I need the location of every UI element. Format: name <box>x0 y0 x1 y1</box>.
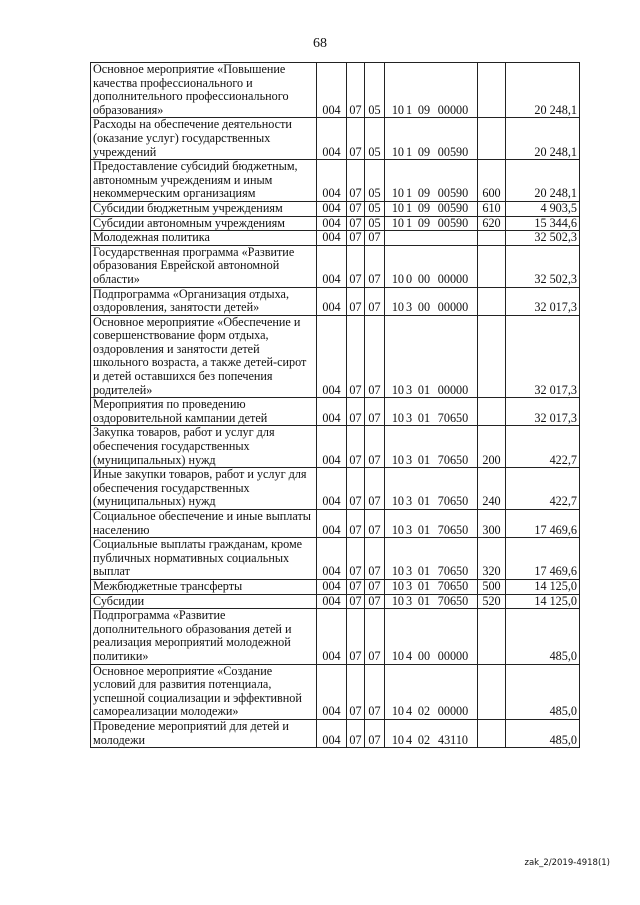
table-row <box>91 468 580 510</box>
row-target-article <box>385 719 478 747</box>
row-name: Предоставление субсидий бюджетным, автономным учреждениям и иным некоммерческим организациям <box>91 160 317 202</box>
row-expense-type: 320 <box>478 538 506 580</box>
row-subsection: 07 <box>365 538 385 580</box>
row-section: 07 <box>347 231 365 246</box>
row-subsection: 07 <box>365 315 385 398</box>
row-section: 07 <box>347 538 365 580</box>
table-row <box>91 609 580 664</box>
table-row <box>91 216 580 231</box>
row-name: Социальные выплаты гражданам, кроме публичных нормативных социальных выплат <box>91 538 317 580</box>
row-subsection: 07 <box>365 594 385 609</box>
target-article-part: 70650 <box>437 494 469 509</box>
row-amount: 17 469,6 <box>506 510 580 538</box>
row-expense-type <box>478 609 506 664</box>
row-expense-type <box>478 245 506 287</box>
row-section: 07 <box>347 664 365 719</box>
row-section: 07 <box>347 160 365 202</box>
row-expense-type: 500 <box>478 579 506 594</box>
row-name: Мероприятия по проведению оздоровительной кампании детей <box>91 398 317 426</box>
row-amount: 422,7 <box>506 426 580 468</box>
row-grbs: 004 <box>317 315 347 398</box>
target-article-part: 00590 <box>437 216 469 230</box>
row-expense-type <box>478 118 506 160</box>
target-article-part: 3 <box>405 594 413 608</box>
table-row <box>91 231 580 246</box>
row-section: 07 <box>347 426 365 468</box>
target-article-part: 10 <box>391 186 404 201</box>
row-section: 07 <box>347 719 365 747</box>
target-article-part: 10 <box>391 216 404 230</box>
row-amount: 32 502,3 <box>506 245 580 287</box>
row-name: Межбюджетные трансферты <box>91 579 317 594</box>
target-article-part: 1 <box>405 144 413 159</box>
row-subsection: 07 <box>365 579 385 594</box>
row-target-article <box>385 510 478 538</box>
row-expense-type: 620 <box>478 216 506 231</box>
row-grbs: 004 <box>317 231 347 246</box>
target-article-part: 70650 <box>437 564 469 579</box>
row-grbs: 004 <box>317 468 347 510</box>
target-article-part: 3 <box>405 579 413 593</box>
target-article-part: 3 <box>405 382 413 397</box>
row-amount: 14 125,0 <box>506 579 580 594</box>
row-subsection: 07 <box>365 510 385 538</box>
target-article-part: 10 <box>391 382 404 397</box>
target-article-part: 10 <box>391 271 404 286</box>
row-name: Субсидии автономным учреждениям <box>91 216 317 231</box>
target-article-part: 1 <box>405 186 413 201</box>
target-article-part: 0 <box>405 271 413 286</box>
target-article-part: 01 <box>417 579 431 593</box>
table-row <box>91 510 580 538</box>
row-target-article <box>385 579 478 594</box>
row-target-article <box>385 245 478 287</box>
target-article-part: 10 <box>391 201 404 215</box>
table-row <box>91 63 580 118</box>
row-section: 07 <box>347 216 365 231</box>
row-subsection: 07 <box>365 398 385 426</box>
row-amount: 485,0 <box>506 719 580 747</box>
target-article-part: 10 <box>391 648 404 663</box>
target-article-part: 10 <box>391 564 404 579</box>
target-article-part: 4 <box>405 704 413 719</box>
row-section: 07 <box>347 510 365 538</box>
target-article-part: 10 <box>391 522 404 537</box>
row-subsection: 07 <box>365 287 385 315</box>
row-subsection: 07 <box>365 245 385 287</box>
target-article-part: 01 <box>417 452 431 467</box>
target-article-part: 10 <box>391 102 404 117</box>
row-section: 07 <box>347 315 365 398</box>
target-article-part: 01 <box>417 594 431 608</box>
target-article-part: 10 <box>391 732 404 747</box>
target-article-part: 00590 <box>437 201 469 215</box>
row-name: Иные закупки товаров, работ и услуг для обеспечения государственных (муниципальных) нужд <box>91 468 317 510</box>
row-subsection: 05 <box>365 160 385 202</box>
page-number: 68 <box>313 36 327 51</box>
target-article-part: 3 <box>405 300 413 315</box>
row-target-article <box>385 63 478 118</box>
row-subsection: 07 <box>365 468 385 510</box>
table-row <box>91 398 580 426</box>
row-section: 07 <box>347 609 365 664</box>
target-article-part: 00000 <box>437 300 469 315</box>
table-row <box>91 287 580 315</box>
budget-table <box>90 62 580 748</box>
row-target-article <box>385 398 478 426</box>
row-name: Субсидии <box>91 594 317 609</box>
row-grbs: 004 <box>317 664 347 719</box>
row-grbs: 004 <box>317 216 347 231</box>
target-article-part: 10 <box>391 144 404 159</box>
row-target-article <box>385 426 478 468</box>
row-subsection: 05 <box>365 216 385 231</box>
row-subsection: 05 <box>365 63 385 118</box>
table-row <box>91 118 580 160</box>
target-article-part: 10 <box>391 300 404 315</box>
row-expense-type: 610 <box>478 201 506 216</box>
row-name: Расходы на обеспечение деятельности (оказание услуг) государственных учреждений <box>91 118 317 160</box>
row-target-article <box>385 315 478 398</box>
row-expense-type: 240 <box>478 468 506 510</box>
row-name: Закупка товаров, работ и услуг для обеспечения государственных (муниципальных) нужд <box>91 426 317 468</box>
row-target-article <box>385 160 478 202</box>
target-article-part: 1 <box>405 201 413 215</box>
target-article-part: 00000 <box>437 382 469 397</box>
row-amount: 422,7 <box>506 468 580 510</box>
row-target-article <box>385 231 478 246</box>
row-section: 07 <box>347 118 365 160</box>
target-article-part: 10 <box>391 579 404 593</box>
target-article-part: 00000 <box>437 648 469 663</box>
row-subsection: 05 <box>365 201 385 216</box>
target-article-part: 01 <box>417 494 431 509</box>
row-target-article <box>385 216 478 231</box>
target-article-part: 10 <box>391 594 404 608</box>
row-subsection: 07 <box>365 719 385 747</box>
target-article-part: 3 <box>405 522 413 537</box>
table-row <box>91 664 580 719</box>
row-grbs: 004 <box>317 118 347 160</box>
target-article-part: 70650 <box>437 452 469 467</box>
row-expense-type <box>478 63 506 118</box>
row-expense-type <box>478 664 506 719</box>
row-expense-type <box>478 398 506 426</box>
target-article-part: 00 <box>417 648 431 663</box>
row-amount: 32 017,3 <box>506 315 580 398</box>
row-target-article <box>385 538 478 580</box>
row-target-article <box>385 594 478 609</box>
table-row <box>91 579 580 594</box>
row-section: 07 <box>347 201 365 216</box>
table-row <box>91 245 580 287</box>
row-amount: 32 502,3 <box>506 231 580 246</box>
row-grbs: 004 <box>317 245 347 287</box>
target-article-part: 00000 <box>437 704 469 719</box>
target-article-part: 01 <box>417 382 431 397</box>
row-target-article <box>385 118 478 160</box>
row-name: Подпрограмма «Развитие дополнительного образования детей и реализация мероприятий молодежной политики» <box>91 609 317 664</box>
row-amount: 17 469,6 <box>506 538 580 580</box>
target-article-part: 09 <box>417 201 431 215</box>
row-expense-type: 300 <box>478 510 506 538</box>
row-name: Субсидии бюджетным учреждениям <box>91 201 317 216</box>
row-section: 07 <box>347 579 365 594</box>
row-expense-type <box>478 315 506 398</box>
row-grbs: 004 <box>317 201 347 216</box>
target-article-part: 10 <box>391 494 404 509</box>
row-amount: 4 903,5 <box>506 201 580 216</box>
table-row <box>91 315 580 398</box>
target-article-part: 10 <box>391 704 404 719</box>
row-amount: 20 248,1 <box>506 160 580 202</box>
row-name: Основное мероприятие «Создание условий для развития потенциала, успешной социализации и эффективной самореализации молодежи» <box>91 664 317 719</box>
target-article-part: 3 <box>405 494 413 509</box>
row-grbs: 004 <box>317 538 347 580</box>
target-article-part: 4 <box>405 732 413 747</box>
target-article-part: 01 <box>417 564 431 579</box>
target-article-part: 00000 <box>437 271 469 286</box>
row-grbs: 004 <box>317 398 347 426</box>
row-section: 07 <box>347 468 365 510</box>
row-name: Проведение мероприятий для детей и молодежи <box>91 719 317 747</box>
table-row <box>91 719 580 747</box>
budget-table-body <box>91 63 580 748</box>
row-subsection: 07 <box>365 609 385 664</box>
row-name: Основное мероприятие «Обеспечение и совершенствование форм отдыха, оздоровления и занятости детей школьного возраста, а также детей-сирот и детей оставшихся без попечения родителей» <box>91 315 317 398</box>
table-row <box>91 594 580 609</box>
target-article-part: 02 <box>417 704 431 719</box>
target-article-part: 43110 <box>437 732 469 747</box>
target-article-part: 09 <box>417 216 431 230</box>
row-expense-type <box>478 719 506 747</box>
row-section: 07 <box>347 287 365 315</box>
target-article-part: 70650 <box>437 522 469 537</box>
row-grbs: 004 <box>317 594 347 609</box>
target-article-part: 01 <box>417 522 431 537</box>
row-target-article <box>385 201 478 216</box>
row-subsection: 07 <box>365 426 385 468</box>
row-expense-type <box>478 231 506 246</box>
row-amount: 20 248,1 <box>506 63 580 118</box>
row-amount: 32 017,3 <box>506 398 580 426</box>
row-section: 07 <box>347 398 365 426</box>
target-article-part: 10 <box>391 452 404 467</box>
target-article-part: 09 <box>417 186 431 201</box>
document-code: zak_2/2019-4918(1) <box>524 858 610 868</box>
target-article-part: 00590 <box>437 144 469 159</box>
row-target-article <box>385 664 478 719</box>
target-article-part: 1 <box>405 102 413 117</box>
row-name: Основное мероприятие «Повышение качества профессионального и дополнительного профессионального образования» <box>91 63 317 118</box>
row-expense-type: 600 <box>478 160 506 202</box>
target-article-part: 01 <box>417 410 431 425</box>
row-grbs: 004 <box>317 579 347 594</box>
row-name: Подпрограмма «Организация отдыха, оздоровления, занятости детей» <box>91 287 317 315</box>
row-amount: 20 248,1 <box>506 118 580 160</box>
table-row <box>91 426 580 468</box>
row-grbs: 004 <box>317 510 347 538</box>
target-article-part: 1 <box>405 216 413 230</box>
target-article-part: 70650 <box>437 410 469 425</box>
row-grbs: 004 <box>317 160 347 202</box>
row-expense-type: 200 <box>478 426 506 468</box>
target-article-part: 3 <box>405 452 413 467</box>
row-name: Молодежная политика <box>91 231 317 246</box>
row-expense-type <box>478 287 506 315</box>
row-section: 07 <box>347 63 365 118</box>
row-grbs: 004 <box>317 609 347 664</box>
row-target-article <box>385 468 478 510</box>
target-article-part: 02 <box>417 732 431 747</box>
row-grbs: 004 <box>317 63 347 118</box>
target-article-part: 70650 <box>437 594 469 608</box>
table-row <box>91 538 580 580</box>
row-amount: 14 125,0 <box>506 594 580 609</box>
row-grbs: 004 <box>317 287 347 315</box>
row-amount: 485,0 <box>506 664 580 719</box>
target-article-part: 4 <box>405 648 413 663</box>
target-article-part: 00 <box>417 271 431 286</box>
target-article-part: 09 <box>417 102 431 117</box>
target-article-part: 3 <box>405 564 413 579</box>
row-section: 07 <box>347 594 365 609</box>
row-subsection: 07 <box>365 664 385 719</box>
row-target-article <box>385 609 478 664</box>
target-article-part: 00000 <box>437 102 469 117</box>
target-article-part: 70650 <box>437 579 469 593</box>
row-amount: 485,0 <box>506 609 580 664</box>
row-target-article <box>385 287 478 315</box>
row-subsection: 07 <box>365 231 385 246</box>
table-row <box>91 160 580 202</box>
row-grbs: 004 <box>317 426 347 468</box>
row-name: Социальное обеспечение и иные выплаты населению <box>91 510 317 538</box>
row-amount: 32 017,3 <box>506 287 580 315</box>
row-section: 07 <box>347 245 365 287</box>
table-row <box>91 201 580 216</box>
target-article-part: 00590 <box>437 186 469 201</box>
target-article-part: 00 <box>417 300 431 315</box>
target-article-part: 09 <box>417 144 431 159</box>
row-grbs: 004 <box>317 719 347 747</box>
row-amount: 15 344,6 <box>506 216 580 231</box>
target-article-part: 3 <box>405 410 413 425</box>
row-subsection: 05 <box>365 118 385 160</box>
row-name: Государственная программа «Развитие образования Еврейской автономной области» <box>91 245 317 287</box>
row-expense-type: 520 <box>478 594 506 609</box>
target-article-part: 10 <box>391 410 404 425</box>
